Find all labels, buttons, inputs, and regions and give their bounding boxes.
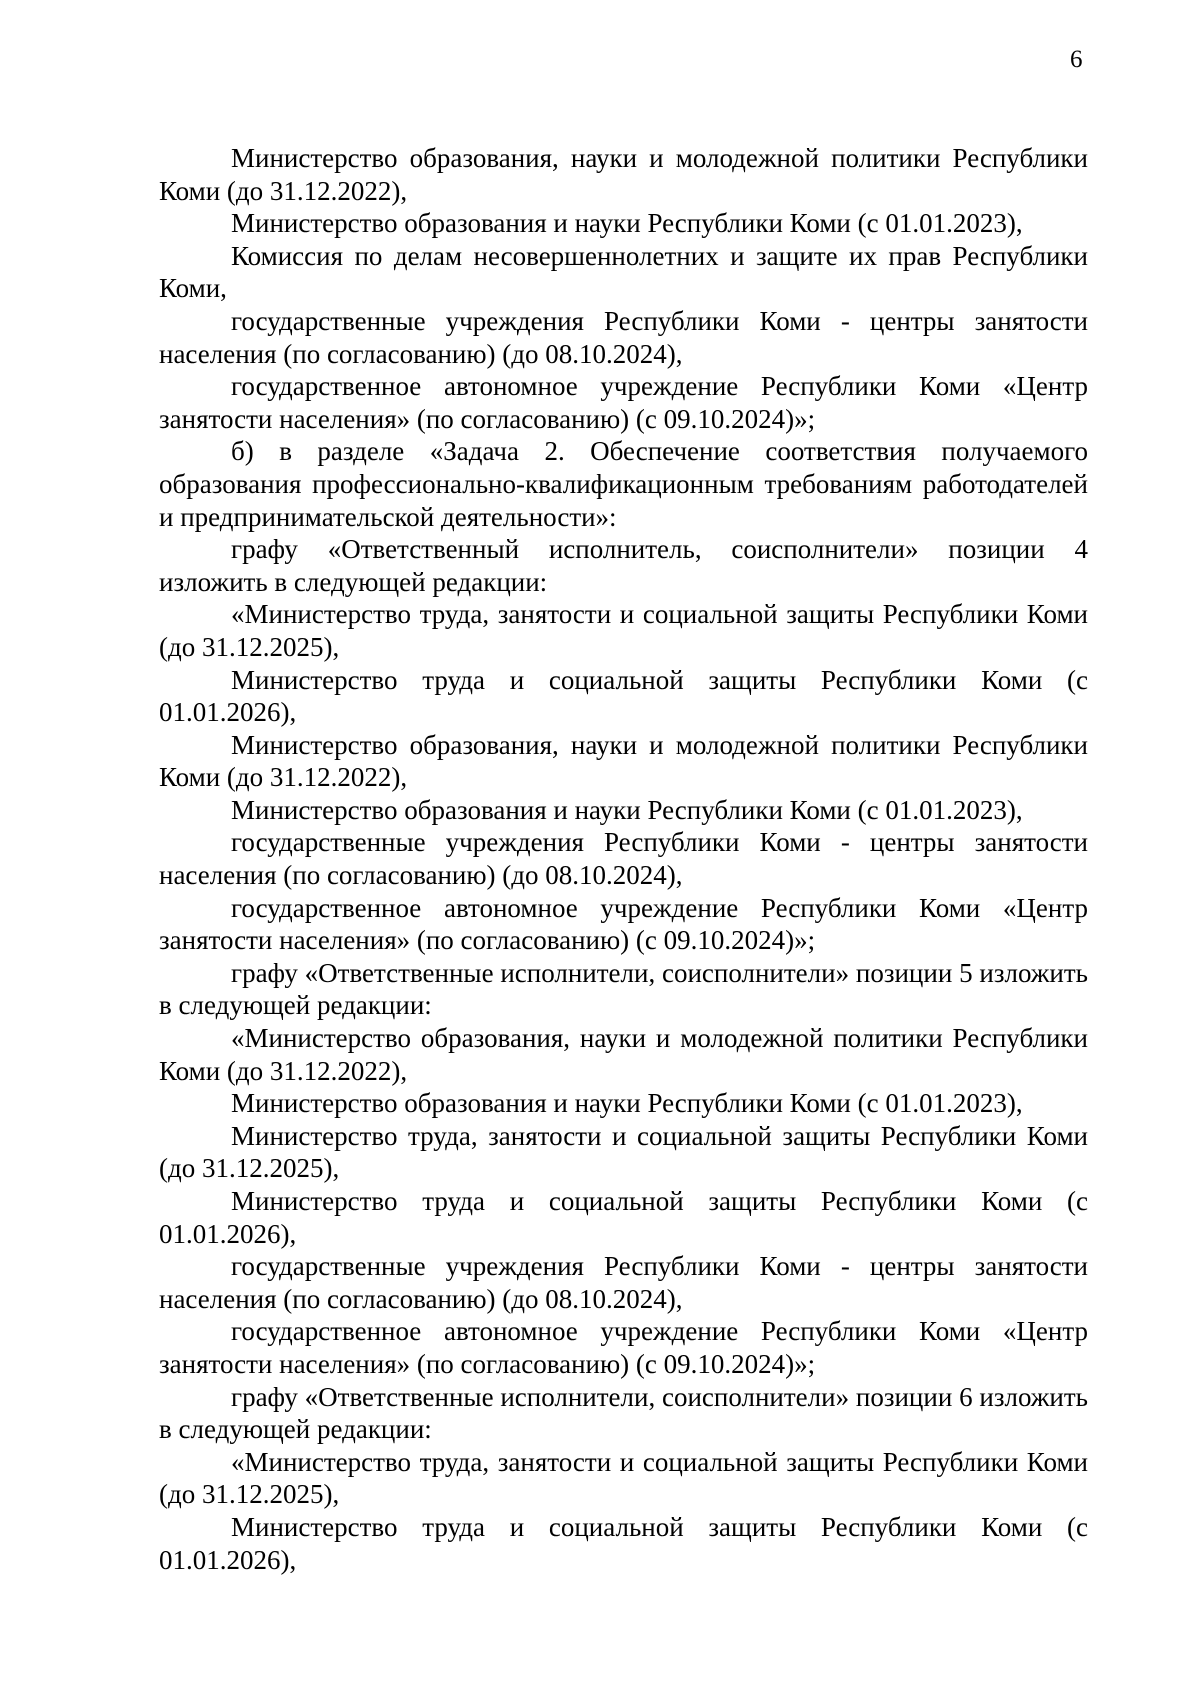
paragraph: государственные учреждения Республики Коми - центры занятости населения (по согласованию) (до 08.10.2024), bbox=[159, 305, 1088, 369]
paragraph: Министерство образования, науки и молодежной политики Республики Коми (до 31.12.2022), bbox=[159, 729, 1088, 793]
paragraph: государственное автономное учреждение Республики Коми «Центр занятости населения» (по согласованию) (с 09.10.2024)»; bbox=[159, 892, 1088, 956]
paragraph: графу «Ответственные исполнители, соисполнители» позиции 5 изложить в следующей редакции: bbox=[159, 957, 1088, 1021]
paragraph: графу «Ответственный исполнитель, соисполнители» позиции 4 изложить в следующей редакции: bbox=[159, 534, 1088, 597]
paragraph: Министерство образования и науки Республики Коми (с 01.01.2023), bbox=[231, 1088, 1023, 1119]
paragraph: Министерство труда и социальной защиты Республики Коми (с 01.01.2026), bbox=[159, 1186, 1088, 1249]
paragraph: Министерство труда и социальной защиты Республики Коми (с 01.01.2026), bbox=[159, 664, 1088, 728]
paragraph: Министерство образования и науки Республики Коми (с 01.01.2023), bbox=[231, 794, 1023, 825]
paragraph: графу «Ответственные исполнители, соисполнители» позиции 6 изложить в следующей редакции: bbox=[159, 1381, 1088, 1445]
paragraph: «Министерство труда, занятости и социальной защиты Республики Коми (до 31.12.2025), bbox=[159, 1446, 1088, 1510]
paragraph: государственные учреждения Республики Коми - центры занятости населения (по согласованию) (до 08.10.2024), bbox=[159, 1251, 1088, 1314]
document-body bbox=[159, 142, 1088, 1576]
paragraph: государственное автономное учреждение Республики Коми «Центр занятости населения» (по согласованию) (с 09.10.2024)»; bbox=[159, 1316, 1088, 1379]
paragraph: государственное автономное учреждение Республики Коми «Центр занятости населения» (по согласованию) (с 09.10.2024)»; bbox=[159, 371, 1088, 434]
paragraph: Министерство труда, занятости и социальной защиты Республики Коми (до 31.12.2025), bbox=[159, 1120, 1088, 1184]
paragraph: «Министерство труда, занятости и социальной защиты Республики Коми (до 31.12.2025), bbox=[159, 599, 1088, 662]
paragraph: Министерство труда и социальной защиты Республики Коми (с 01.01.2026), bbox=[159, 1511, 1088, 1575]
paragraph: б) в разделе «Задача 2. Обеспечение соответствия получаемого образования профессионально-квалификационным требованиям работодателей и предпринимательской деятельности»: bbox=[159, 436, 1088, 532]
paragraph: Министерство образования и науки Республики Коми (с 01.01.2023), bbox=[231, 208, 1023, 239]
page-number: 6 bbox=[1070, 46, 1083, 73]
paragraph: Комиссия по делам несовершеннолетних и защите их прав Республики Коми, bbox=[159, 240, 1088, 304]
paragraph: Министерство образования, науки и молодежной политики Республики Коми (до 31.12.2022), bbox=[159, 143, 1088, 206]
paragraph: государственные учреждения Республики Коми - центры занятости населения (по согласованию) (до 08.10.2024), bbox=[159, 827, 1088, 891]
paragraph: «Министерство образования, науки и молодежной политики Республики Коми (до 31.12.2022), bbox=[159, 1023, 1088, 1086]
